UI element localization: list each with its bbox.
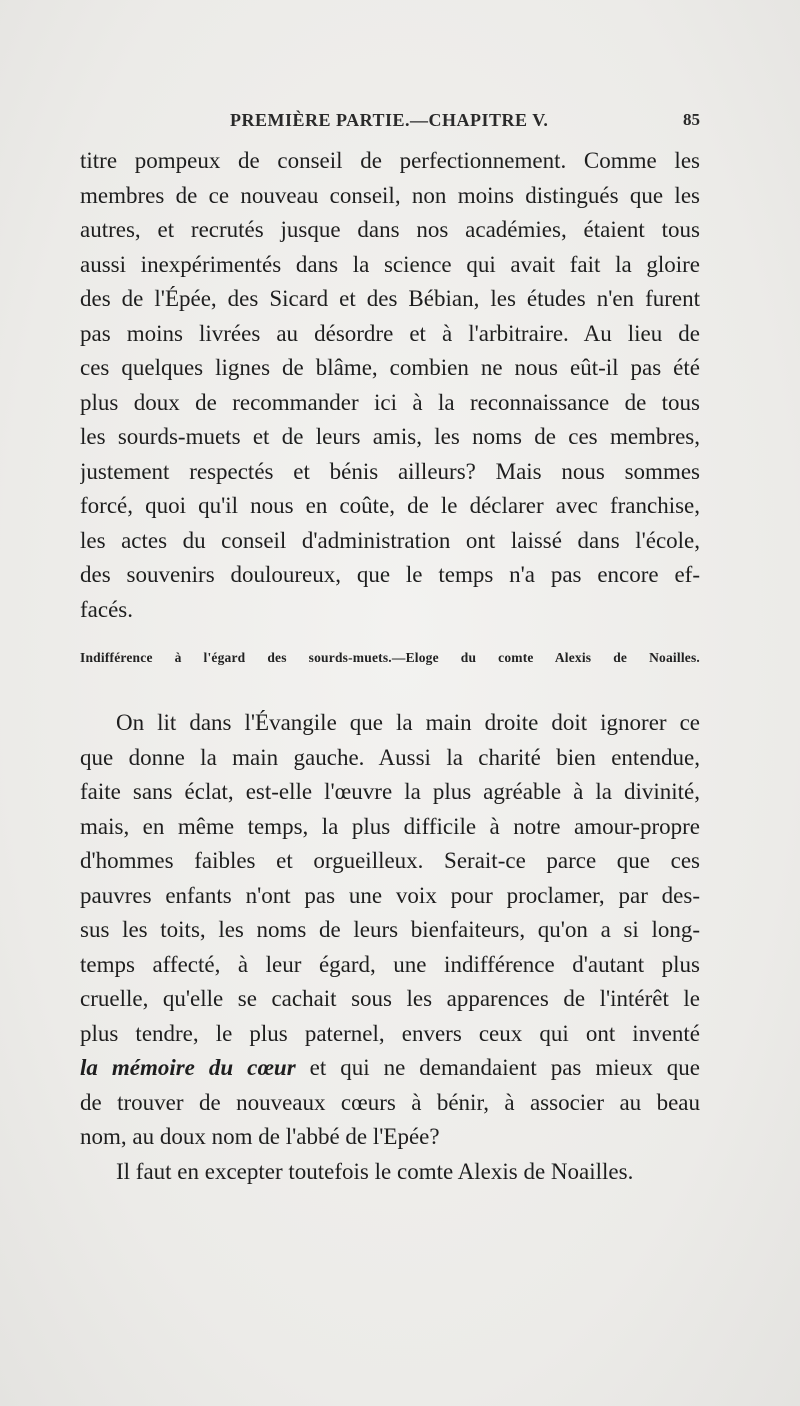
text-line: cruelle, qu'elle se cachait sous les apparences de l'intérêt le: [80, 986, 700, 1011]
text-line: des souvenirs douloureux, que le temps n'a pas encore ef-: [80, 562, 700, 587]
page-header: [80, 110, 700, 140]
text-line: facés.: [80, 596, 133, 622]
paragraph-2: [80, 706, 700, 1155]
text-line: plus tendre, le plus paternel, envers ceux qui ont inventé: [80, 1020, 700, 1046]
text-line: justement respectés et bénis ailleurs? Mais nous sommes: [80, 458, 700, 484]
text-line: Il faut en excepter toutefois le comte Alexis de Noailles.: [116, 1159, 634, 1184]
text-line: autres, et recrutés jusque dans nos académies, étaient tous: [80, 217, 700, 242]
text-line: pas moins livrées au désordre et à l'arbitraire. Au lieu de: [80, 320, 700, 346]
text-line: faite sans éclat, est-elle l'œuvre la plus agréable à la divinité,: [80, 779, 700, 804]
paragraph-1: [80, 144, 700, 627]
text-line: les actes du conseil d'administration ont laissé dans l'école,: [80, 527, 700, 553]
italic-phrase: la mémoire du cœur: [80, 1055, 296, 1080]
text-line: ces quelques lignes de blâme, combien ne nous eût-il pas été: [80, 355, 700, 380]
text-line: temps affecté, à leur égard, une indifférence d'autant plus: [80, 951, 700, 977]
text-line: les sourds-muets et de leurs amis, les noms de ces membres,: [80, 424, 700, 449]
text-line: des de l'Épée, des Sicard et des Bébian, les études n'en furent: [80, 286, 700, 311]
section-heading: Indifférence à l'égard des sourds-muets.—Eloge du comte Alexis de Noailles.: [80, 650, 700, 665]
text-line-with-italic: [80, 1051, 700, 1086]
text-line: aussi inexpérimentés dans la science qui avait fait la gloire: [80, 251, 700, 277]
text-line: pauvres enfants n'ont pas une voix pour proclamer, par des-: [80, 882, 700, 908]
running-head: PREMIÈRE PARTIE.—CHAPITRE V.: [230, 110, 549, 130]
text-line: que donne la main gauche. Aussi la charité bien entendue,: [80, 744, 700, 770]
paragraph-3: [80, 1155, 700, 1190]
text-line: nom, au doux nom de l'abbé de l'Epée?: [80, 1124, 440, 1149]
text-line: On lit dans l'Évangile que la main droite doit ignorer ce: [116, 710, 700, 735]
text-line: mais, en même temps, la plus difficile à notre amour-propre: [80, 813, 700, 839]
page-number: 85: [683, 110, 700, 129]
text-line: sus les toits, les noms de leurs bienfaiteurs, qu'on a si long-: [80, 917, 700, 942]
text-line: forcé, quoi qu'il nous en coûte, de le déclarer avec franchise,: [80, 493, 700, 518]
text-line: de trouver de nouveaux cœurs à bénir, à associer au beau: [80, 1089, 700, 1115]
text-line: d'hommes faibles et orgueilleux. Serait-ce parce que ces: [80, 848, 700, 873]
text-line: membres de ce nouveau conseil, non moins distingués que les: [80, 182, 700, 208]
text-line: titre pompeux de conseil de perfectionnement. Comme les: [80, 148, 700, 173]
text-line-rest: et qui ne demandaient pas mieux que: [309, 1055, 700, 1080]
text-line: plus doux de recommander ici à la reconnaissance de tous: [80, 389, 700, 415]
